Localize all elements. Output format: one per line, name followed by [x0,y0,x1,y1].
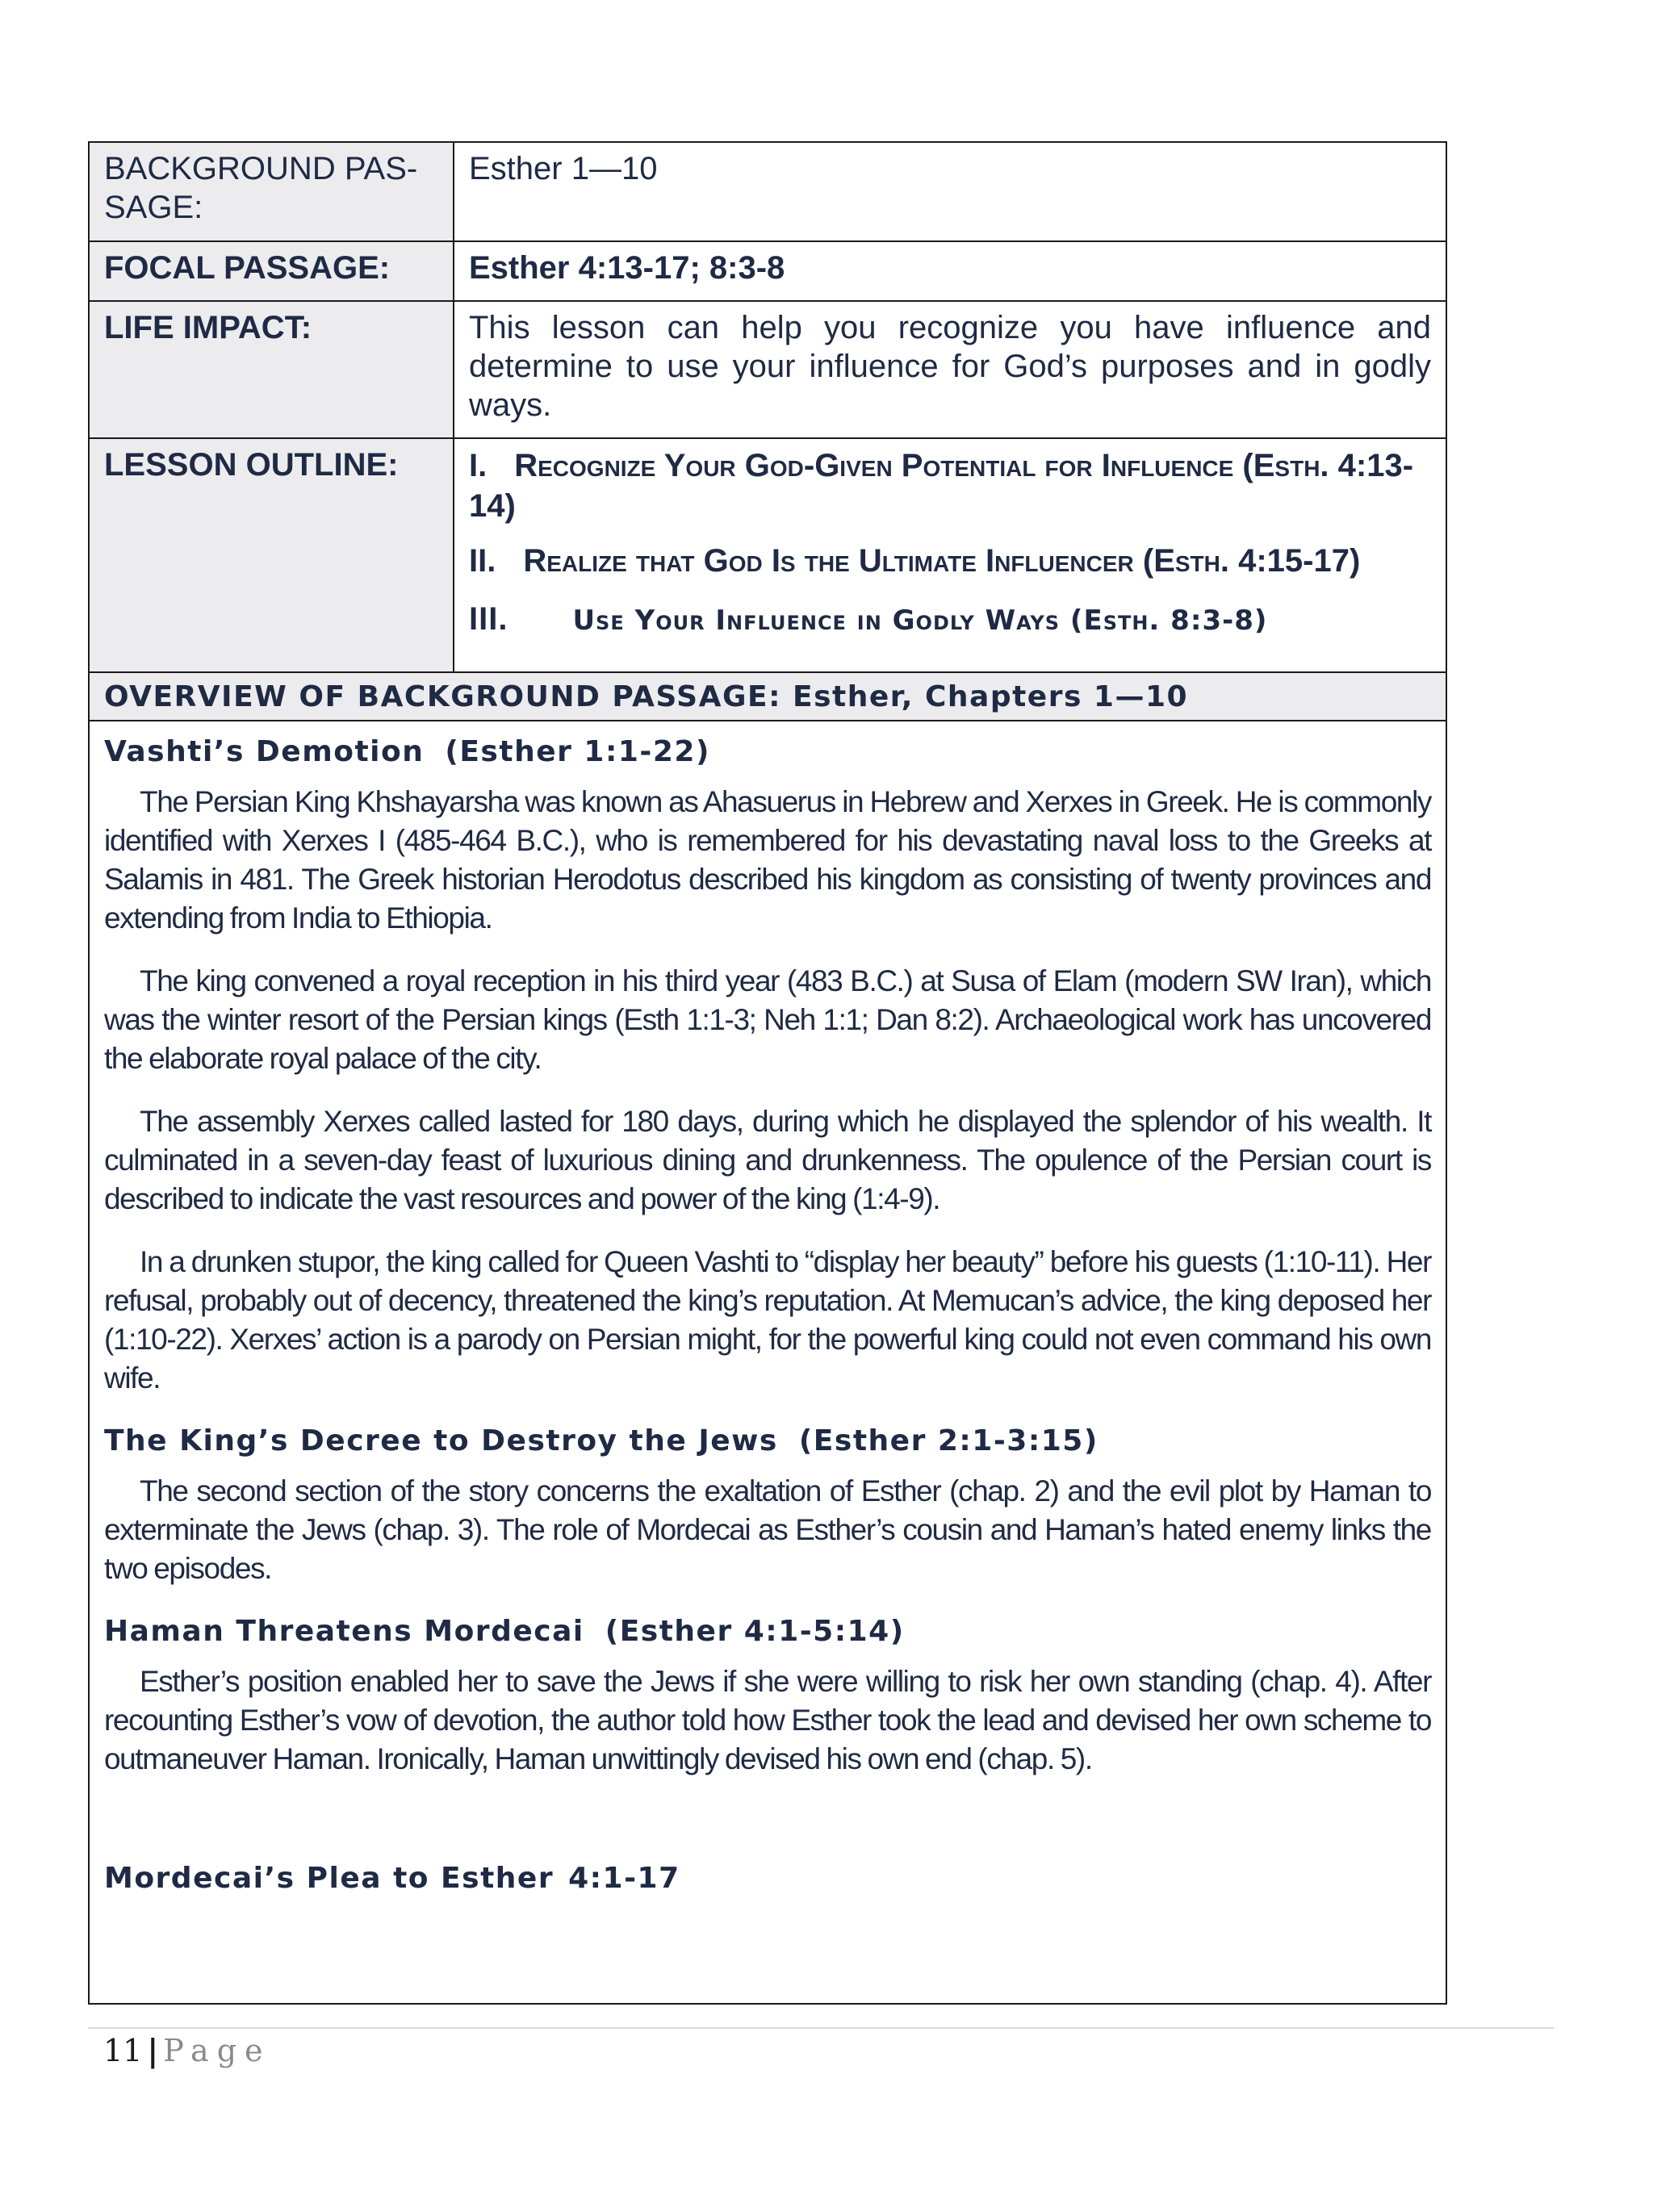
background-passage-row [90,143,1446,242]
section-heading [104,733,1431,771]
outline-item-text: Use Your Influence in Godly Ways (Esth. 8:3-8) [572,604,1268,637]
outline-item-text: Realize that God Is the Ultimate Influencer (Esth. 4:15-17) [523,543,1361,579]
section-title: Haman Threatens Mordecai [104,1615,584,1648]
body-paragraph: The assembly Xerxes called lasted for 180 days, during which he displayed the splendor of his wealth. It culminated in a seven-day feast of luxurious dining and drunkenness. The opulence of the Persian court is described to indicate the vast resources and power of the king (1:4-9). [104,1105,1431,1215]
page-footer [103,2032,271,2068]
outline-item-1 [469,445,1431,526]
page-separator: | [147,2032,159,2068]
focal-passage-label: FOCAL PASSAGE: [90,242,454,300]
outline-item-text: Recognize Your God-Given Potential for Influence (Esth. 4:13-14) [469,448,1414,524]
body-paragraph: In a drunken stupor, the king called for Queen Vashti to “display her beauty” before his guests (1:10-11). Her refusal, probably out of decency, threatened the king’s reputation. At Memucan’s advice, the king deposed her (1:10-22). Xerxes’ action is a parody on Persian might, for the powerful king could not even command his own wife. [104,1245,1431,1395]
outline-item-number: III. [469,601,508,637]
body-paragraph: The Persian King Khshayarsha was known as Ahasuerus in Hebrew and Xerxes in Greek. He is commonly identified with Xerxes I (485-464 B.C.), who is remembered for his devastating naval loss to the Greeks at Salamis in 481. The Greek historian Herodotus described his kingdom as consisting of twenty provinces and extending from India to Ethiopia. [104,785,1431,935]
section-title: The King’s Decree to Destroy the Jews [104,1424,778,1457]
overview-label: OVERVIEW OF BACKGROUND PASSAGE: [104,680,781,713]
focal-passage-value: Esther 4:13-17; 8:3-8 [469,250,785,286]
lesson-sheet [88,141,1447,2005]
outline-item-2 [469,541,1431,581]
section-title: Vashti’s Demotion [104,735,425,768]
overview-body [90,721,1446,2003]
outline-item-number: II. [469,543,496,579]
background-passage-label: BACKGROUND PAS-SAGE: [90,143,454,240]
outline-item-3 [469,599,1431,641]
focal-passage-row [90,242,1446,302]
section-reference: (Esther 1:1-22) [445,735,710,768]
section-reference: 4:1-17 [568,1862,680,1895]
section-reference: (Esther 2:1-3:15) [798,1424,1099,1457]
footer-divider [88,2027,1554,2029]
life-impact-row [90,302,1446,439]
section-heading [104,1859,1431,1898]
body-paragraph: Esther’s position enabled her to save the Jews if she were willing to risk her own standing (chap. 4). After recounting Esther’s vow of devotion, the author told how Esther took the lead and devised her own scheme to outmaneuver Haman. Ironically, Haman unwittingly devised his own end (chap. 5). [104,1665,1431,1775]
life-impact-value: This lesson can help you recognize you have influence and determine to use your influence for God’s purposes and in godly ways. [469,310,1431,423]
lesson-outline-row [90,439,1446,673]
lesson-outline-list [454,439,1446,671]
overview-heading [90,673,1446,721]
background-passage-value: Esther 1—10 [469,151,658,186]
life-impact-label: LIFE IMPACT: [90,302,454,437]
lesson-outline-label: LESSON OUTLINE: [90,439,454,671]
page-word: Page [163,2033,271,2068]
body-paragraph: The second section of the story concerns the exaltation of Esther (chap. 2) and the evil plot by Haman to exterminate the Jews (chap. 3). The role of Mordecai as Esther’s cousin and Haman’s hated enemy links the two episodes. [104,1474,1431,1585]
page-number: 11 [103,2033,143,2068]
section-title: Mordecai’s Plea to Esther [104,1862,554,1895]
section-heading [104,1422,1431,1461]
section-reference: (Esther 4:1-5:14) [605,1615,905,1648]
overview-value: Esther, Chapters 1—10 [793,680,1189,713]
body-paragraph: The king convened a royal reception in his third year (483 B.C.) at Susa of Elam (modern SW Iran), which was the winter resort of the Persian kings (Esth 1:1-3; Neh 1:1; Dan 8:2). Archaeological work has uncovered the elaborate royal palace of the city. [104,964,1431,1075]
section-heading [104,1612,1431,1651]
outline-item-number: I. [469,448,488,483]
